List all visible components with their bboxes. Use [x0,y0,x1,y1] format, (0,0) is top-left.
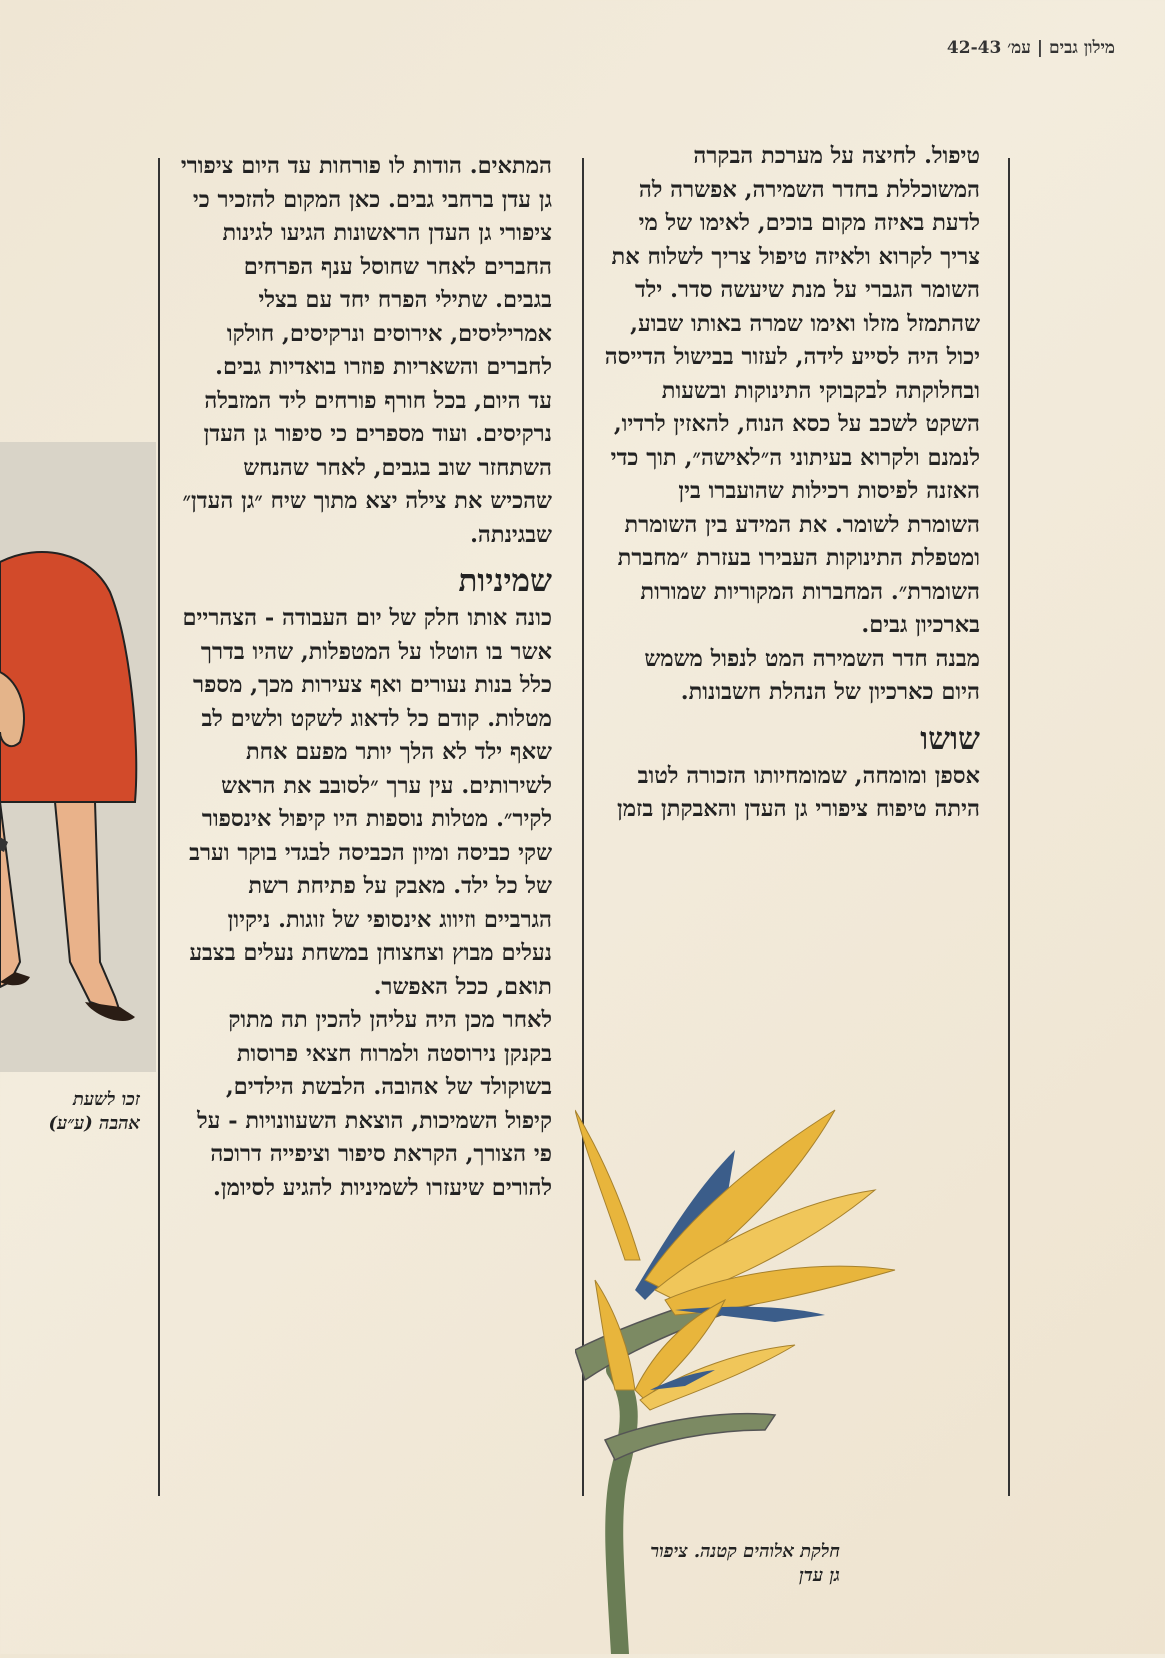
paragraph: עד היום, בכל חורף פורחים ליד המזבלה נרקיסים. ועוד מספרים כי סיפור גן העדן השתחזר שוב בגבים, לאחר שהנחש שהכיש את צילה יצא מתוך שיח ״גן העדן״ שבגינתה. [182,387,552,548]
paragraph: אספן ומומחה, שמומחיותו הזכורה לטוב היתה טיפוח ציפורי גן העדן והאבקתן בזמן [616,762,980,822]
flower-caption: חלקת אלוהים קטנה. ציפור גן עדן [650,1541,840,1586]
paragraph: המתאים. הודות לו פורחות עד היום ציפורי גן עדן ברחבי גבים. כאן המקום להזכיר כי ציפורי גן העדן הראשונות הגיעו לגינות החברים לאחר שחוסל ענף הפרחים בגבים. שתילי הפרח יחד עם בצלי אמריליסים, אירוסים ונרקיסים, חולקו לחברים והשאריות פוזרו בואדיות גבים. [180,153,552,380]
section-heading-shminiyot: שמיניות [458,563,552,599]
page-numbers: עמ׳ 42-43 [946,38,1031,58]
paragraph: מבנה חדר השמירה המט לנפול משמש היום כארכיון של הנהלת חשבונות. [644,645,980,705]
paragraph: כונה אותו חלק של יום העבודה - הצהריים אשר בו הוטלו על המטפלות, שהיו בדרך כלל בנות נעורים ואף צעירות מכך, מספר מטלות. קודם כל לדאוג לשקט ולשים לב שאף ילד לא הלך יותר מפעם אחת לשירותים. עין ערך ״לסובב את הראש לקיר״. מטלות נוספות היו קיפול אינספור שקי כביסה ומיון הכביסה לבגדי בוקר וערב של כל ילד. מאבק על פתיחת רשת הגרביים וזיווג אינסופי של זוגות. ניקיון נעלים מבוץ וצחצוחן במשחת נעלים בצבע תואם, ככל האפשר. [182,605,552,1000]
page-header [947,38,1115,58]
article-column-right [600,140,980,827]
section-heading-shosho: שושו [920,720,980,757]
woman-illustration-icon [0,442,156,1072]
photo-caption: זכו לשעת אהבה (ע״ע) [48,1089,140,1134]
column-divider-right [1008,158,1010,1496]
article-column-middle [180,150,552,1205]
magazine-title: מילון גבים [1049,38,1115,58]
column-divider-left [158,158,160,1496]
paragraph: לאחר מכן היה עליהן להכין תה מתוק בקנקן נירוסטה ולמרוח חצאי פרוסות בשוקולד של אהובה. הלבשת הילדים, קיפול השמיכות, הוצאת השעוונויות - על פי הצורך, הקראת סיפור וציפייה דרוכה להורים שיעזרו לשמיניות להגיע לסיומן. [197,1007,552,1201]
paragraph: טיפול. לחיצה על מערכת הבקרה המשוכללת בחדר השמירה, אפשרה לה לדעת באיזה מקום בוכים, לאימו של מי צריך לקרוא ולאיזה טיפול צריך לשלוח את השומר הגברי על מנת שיעשה סדר. ילד שהתמזל מזלו ואימו שמרה באותו שבוע, יכול היה לסייע לידה, לעזור בבישול הדייסה ובחלוקתה לבקבוקי התינוקות ובשעות השקט לשכב על כסא הנוח, להאזין לרדיו, לנמנם ולקרוא בעיתוני ה״לאישה״, תוך כדי האזנה לפיסות רכילות שהועברו בין השומרת לשומר. את המידע בין השומרת ומטפלת התינוקות העבירו בעזרת ״מחברת השומרת״. המחברות המקוריות שמורות בארכיון גבים. [604,143,980,638]
header-separator: | [1036,38,1044,58]
illustration-woman-red-dress [0,442,156,1072]
